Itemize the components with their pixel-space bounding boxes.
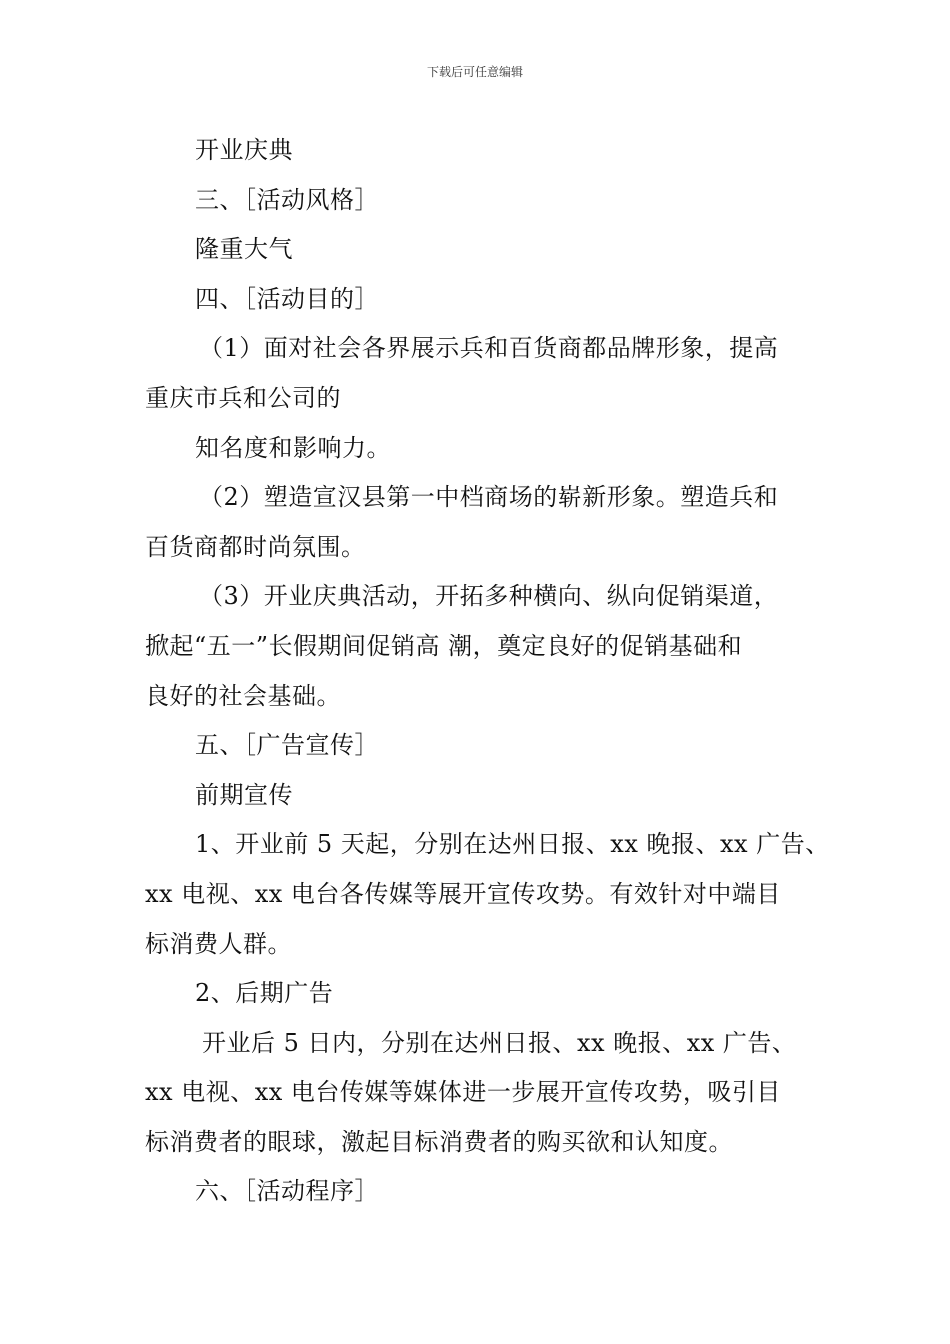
text-line: 百货商都时尚氛围。 [145, 532, 366, 561]
section-heading: 三、［活动风格］ [195, 185, 379, 214]
page-header-note: 下载后可任意编辑 [426, 65, 523, 79]
text-line: 标消费者的眼球，激起目标消费者的购买欲和认知度。 [145, 1127, 733, 1156]
section-heading: 五、［广告宣传］ [195, 731, 379, 760]
text-line: 开业庆典 [195, 136, 293, 164]
section-heading: 四、［活动目的］ [195, 284, 379, 313]
text-line: 掀起“五一”长假期间促销高 潮，奠定良好的促销基础和 [145, 631, 743, 660]
text-line: 开业后 5 日内，分别在达州日报、xx 晚报、xx 广告、 [202, 1028, 797, 1057]
text-line: 1、开业前 5 天起，分别在达州日报、xx 晚报、xx 广告、 [195, 830, 830, 859]
section-heading: 六、［活动程序］ [195, 1177, 379, 1206]
text-line: 良好的社会基础。 [145, 681, 341, 710]
text-line: 前期宣传 [195, 780, 293, 809]
text-line: 知名度和影响力。 [195, 433, 391, 462]
text-line: （3）开业庆典活动，开拓多种横向、纵向促销渠道， [199, 582, 779, 611]
document-body [145, 126, 830, 1217]
text-line: xx 电视、xx 电台传媒等媒体进一步展开宣传攻势，吸引目 [145, 1078, 781, 1107]
text-line: xx 电视、xx 电台各传媒等展开宣传攻势。有效针对中端目 [145, 879, 781, 908]
text-line: 隆重大气 [195, 235, 293, 264]
text-line: 重庆市兵和公司的 [145, 383, 341, 412]
text-line: （1）面对社会各界展示兵和百货商都品牌形象，提高 [199, 334, 779, 363]
text-line: 2、后期广告 [195, 979, 334, 1008]
text-line: 标消费人群。 [145, 929, 292, 958]
text-line: （2）塑造宣汉县第一中档商场的崭新形象。塑造兵和 [199, 483, 779, 512]
